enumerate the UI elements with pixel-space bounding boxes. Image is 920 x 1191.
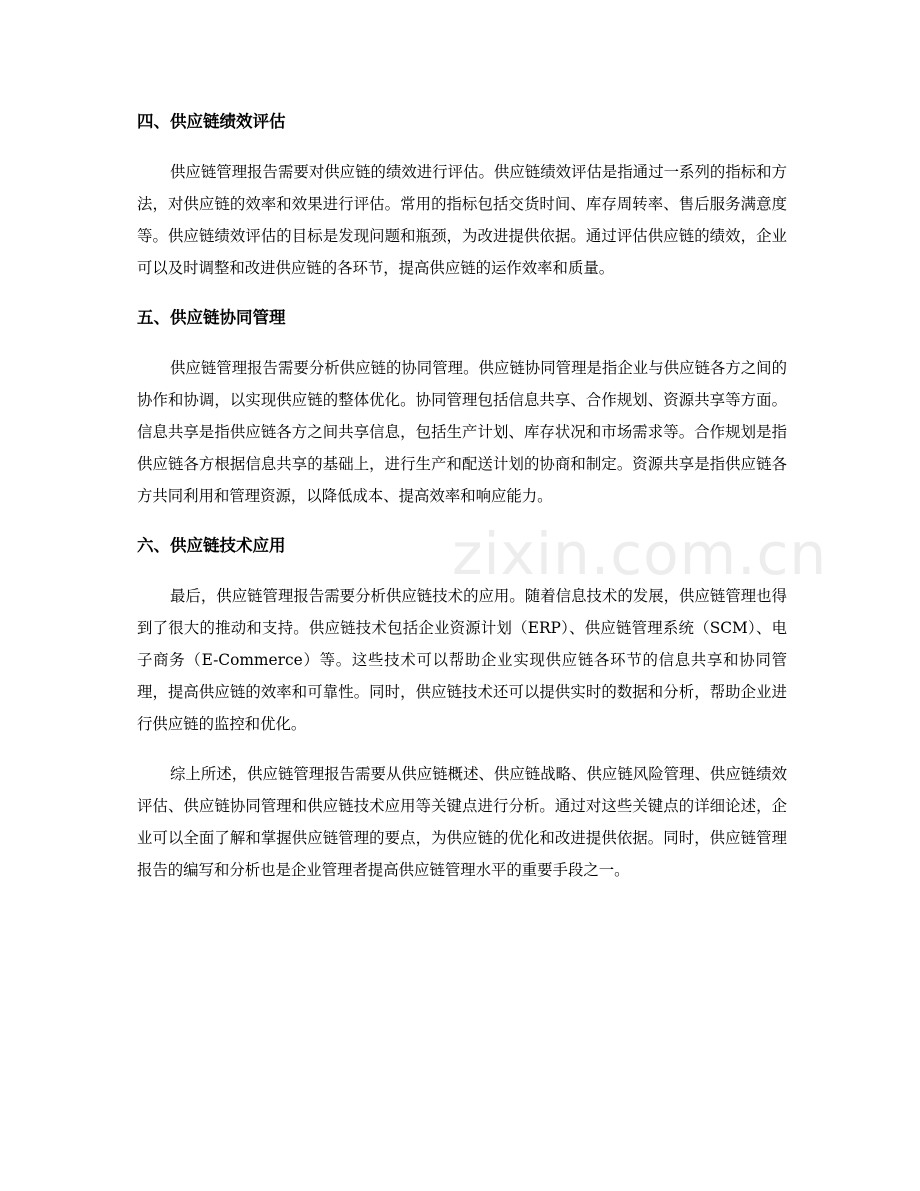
section-heading-collaboration: 五、供应链协同管理 bbox=[137, 308, 286, 327]
paragraph-summary: 综上所述，供应链管理报告需要从供应链概述、供应链战略、供应链风险管理、供应链绩效评估、供应链协同管理和供应链技术应用等关键点进行分析。通过对这些关键点的详细论述，企业可以全面了解和掌握供应链管理的要点，为供应链的优化和改进提供依据。同时，供应链管理报告的编写和分析也是企业管理者提高供应链管理水平的重要手段之一。 bbox=[137, 765, 787, 879]
watermark-text: zixin.com.cn bbox=[452, 520, 828, 588]
paragraph-collaboration: 供应链管理报告需要分析供应链的协同管理。供应链协同管理是指企业与供应链各方之间的协作和协调，以实现供应链的整体优化。协同管理包括信息共享、合作规划、资源共享等方面。信息共享是指供应链各方之间共享信息，包括生产计划、库存状况和市场需求等。合作规划是指供应链各方根据信息共享的基础上，进行生产和配送计划的协商和制定。资源共享是指供应链各方共同利用和管理资源，以降低成本、提高效率和响应能力。 bbox=[137, 359, 787, 505]
document-body bbox=[137, 106, 787, 904]
paragraph-performance: 供应链管理报告需要对供应链的绩效进行评估。供应链绩效评估是指通过一系列的指标和方法，对供应链的效率和效果进行评估。常用的指标包括交货时间、库存周转率、售后服务满意度等。供应链绩效评估的目标是发现问题和瓶颈，为改进提供依据。通过评估供应链的绩效，企业可以及时调整和改进供应链的各环节，提高供应链的运作效率和质量。 bbox=[137, 163, 787, 277]
section-heading-performance: 四、供应链绩效评估 bbox=[137, 112, 286, 131]
paragraph-technology: 最后，供应链管理报告需要分析供应链技术的应用。随着信息技术的发展，供应链管理也得到了很大的推动和支持。供应链技术包括企业资源计划（ERP）、供应链管理系统（SCM）、电子商务（E-Commerce）等。这些技术可以帮助企业实现供应链各环节的信息共享和协同管理，提高供应链的效率和可靠性。同时，供应链技术还可以提供实时的数据和分析，帮助企业进行供应链的监控和优化。 bbox=[137, 587, 787, 733]
section-heading-technology: 六、供应链技术应用 bbox=[137, 536, 286, 555]
